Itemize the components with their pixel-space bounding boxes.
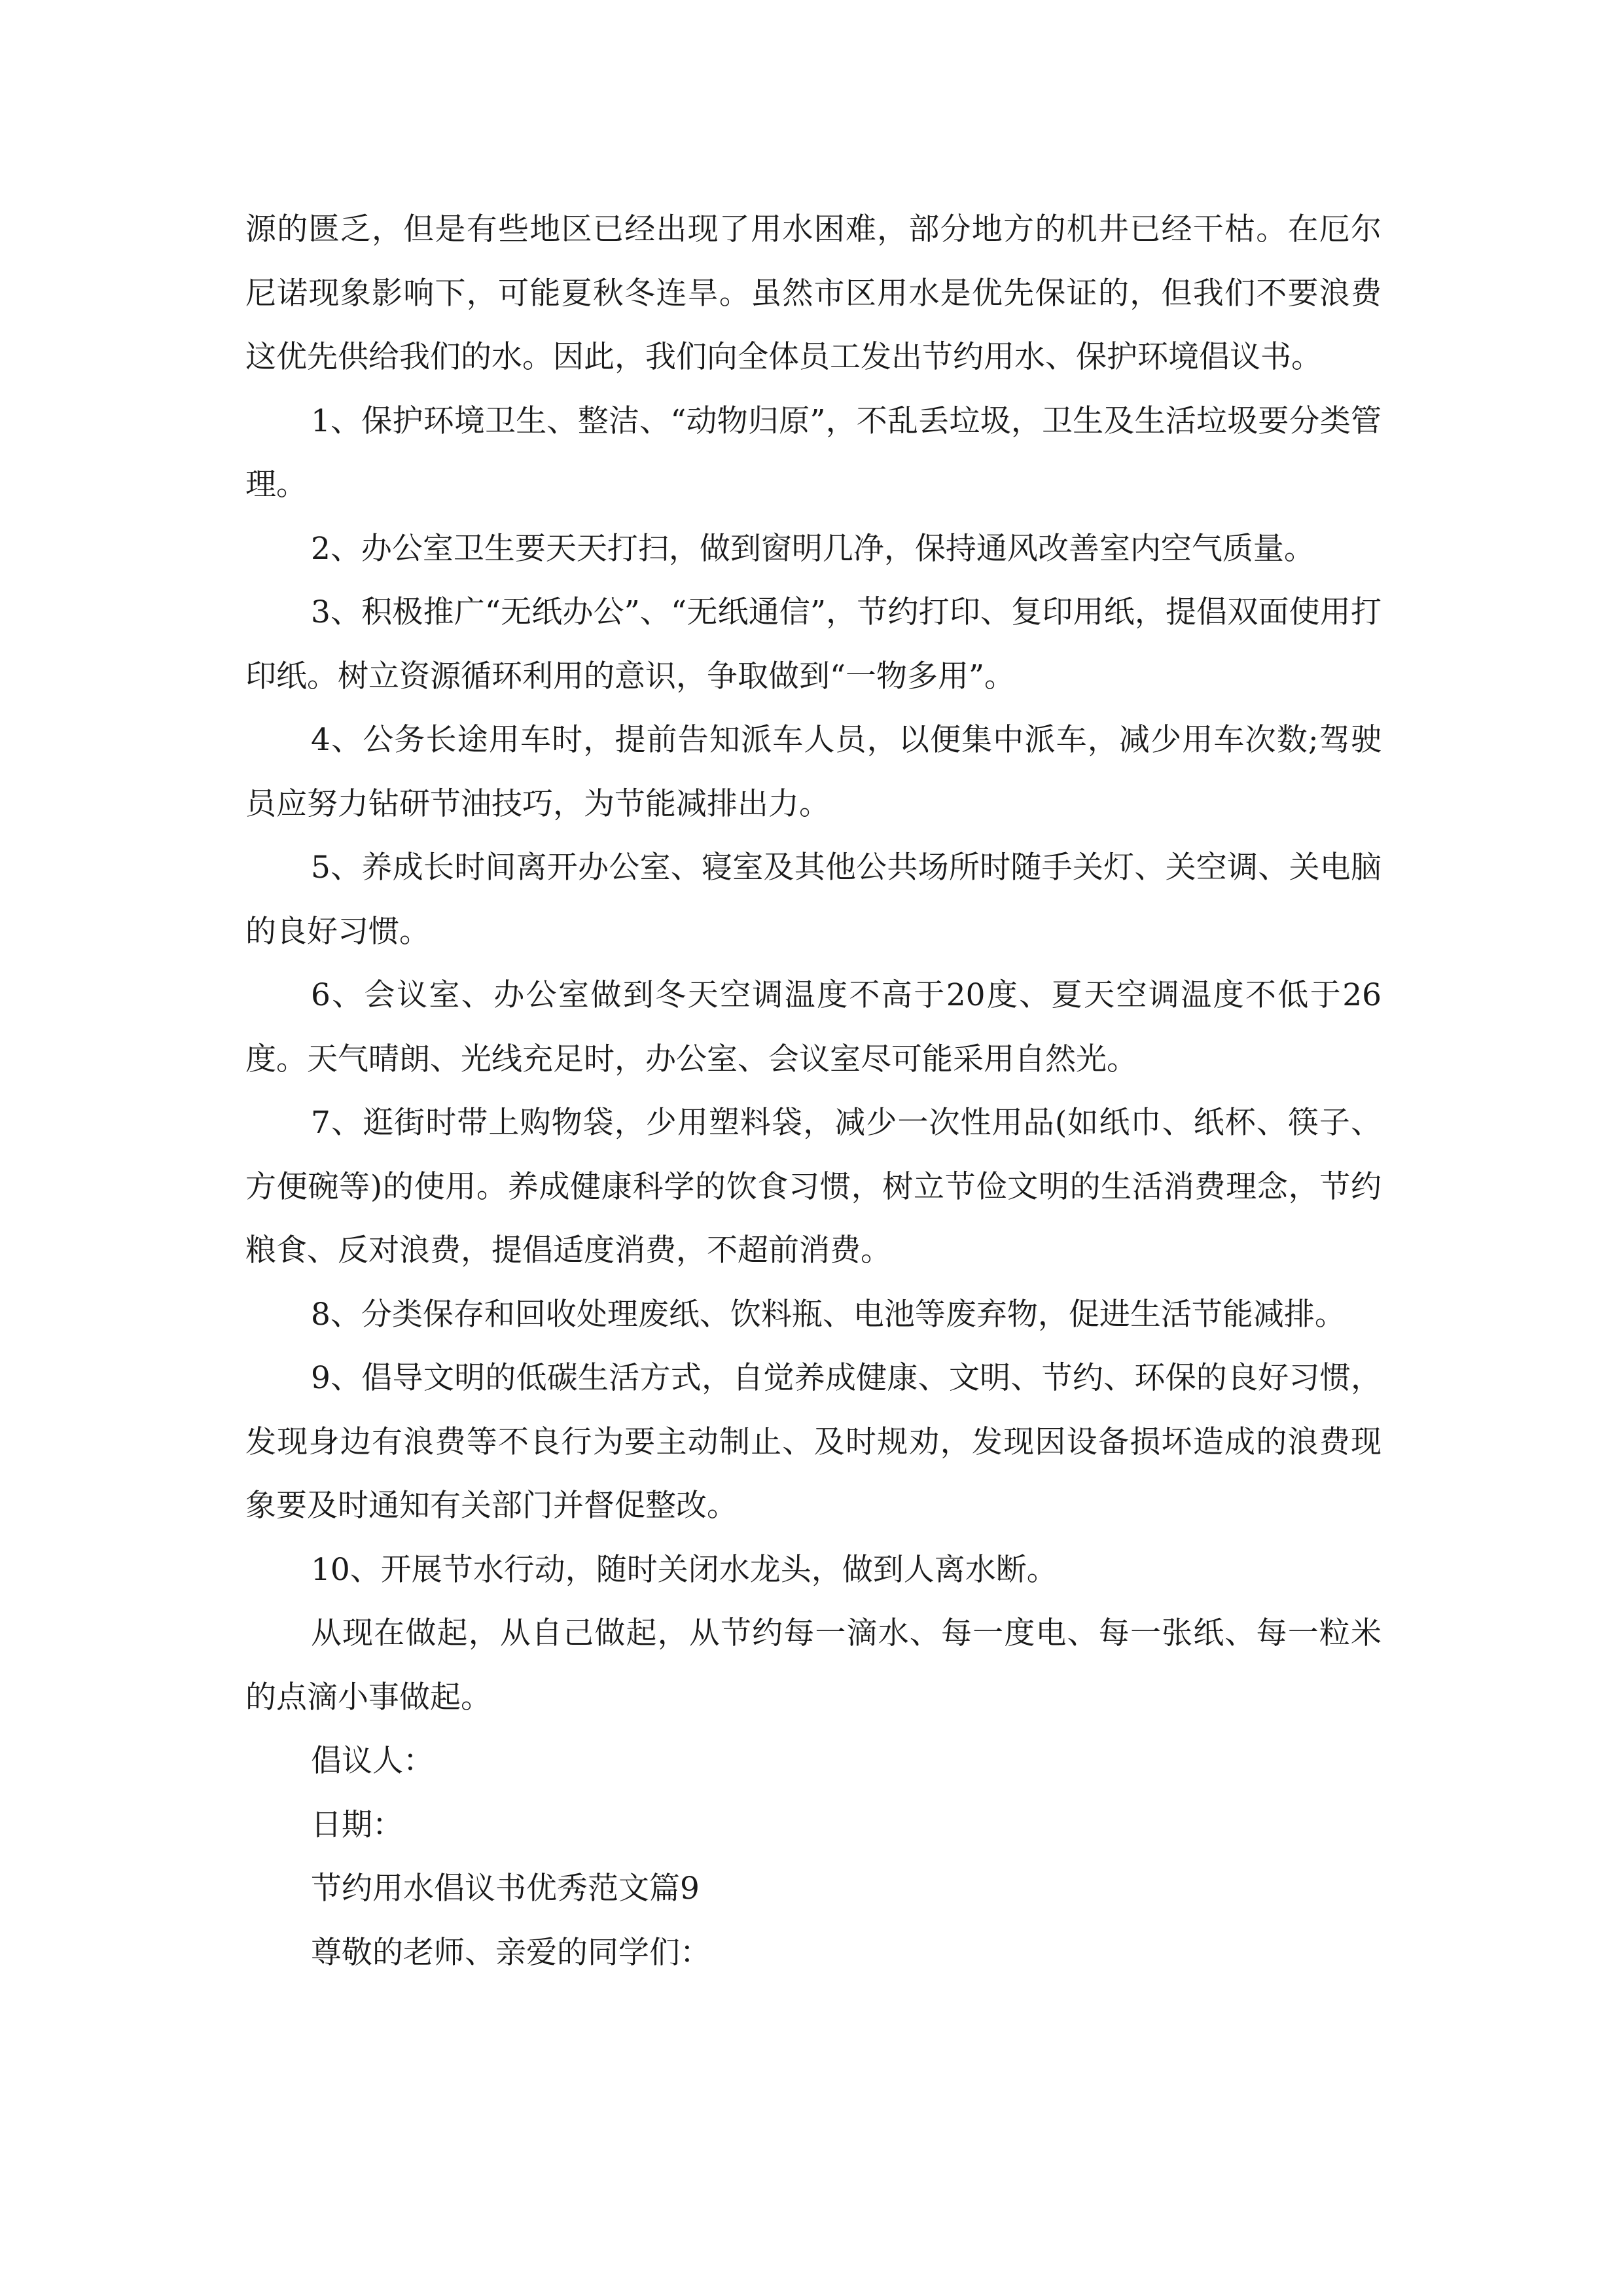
paragraph-closing: 从现在做起，从自己做起，从节约每一滴水、每一度电、每一张纸、每一粒米的点滴小事做起。 <box>245 1615 1382 1715</box>
paragraph-item-7: 7、逛街时带上购物袋，少用塑料袋，减少一次性用品(如纸巾、纸杯、筷子、方便碗等)的使用。养成健康科学的饮食习惯，树立节俭文明的生活消费理念，节约粮食、反对浪费，提倡适度消费，不超前消费。 <box>245 1105 1382 1268</box>
signature-date: 日期： <box>311 1806 403 1843</box>
paragraph-item-10: 10、开展节水行动，随时关闭水龙头，做到人离水断。 <box>311 1551 1058 1588</box>
document-body <box>245 198 1382 1984</box>
signature-proposer: 倡议人： <box>311 1743 434 1779</box>
paragraph-item-9: 9、倡导文明的低碳生活方式，自觉养成健康、文明、节约、环保的良好习惯，发现身边有浪费等不良行为要主动制止、及时规劝，发现因设备损坏造成的浪费现象要及时通知有关部门并督促整改。 <box>245 1360 1382 1524</box>
paragraph-item-5: 5、养成长时间离开办公室、寝室及其他公共场所时随手关灯、关空调、关电脑的良好习惯。 <box>245 850 1382 950</box>
paragraph-item-6: 6、会议室、办公室做到冬天空调温度不高于20度、夏天空调温度不低于26度。天气晴朗、光线充足时，办公室、会议室尽可能采用自然光。 <box>245 977 1382 1077</box>
paragraph-item-4: 4、公务长途用车时，提前告知派车人员，以便集中派车，减少用车次数;驾驶员应努力钻研节油技巧，为节能减排出力。 <box>245 722 1382 822</box>
paragraph-item-1: 1、保护环境卫生、整洁、“动物归原”，不乱丢垃圾，卫生及生活垃圾要分类管理。 <box>245 403 1382 503</box>
paragraph-intro-continuation: 源的匮乏，但是有些地区已经出现了用水困难，部分地方的机井已经干枯。在厄尔尼诺现象影响下，可能夏秋冬连旱。虽然市区用水是优先保证的，但我们不要浪费这优先供给我们的水。因此，我们向全体员工发出节约用水、保护环境倡议书。 <box>245 211 1382 375</box>
salutation: 尊敬的老师、亲爱的同学们： <box>311 1934 711 1971</box>
paragraph-item-8: 8、分类保存和回收处理废纸、饮料瓶、电池等废弃物，促进生活节能减排。 <box>311 1296 1346 1333</box>
section-title: 节约用水倡议书优秀范文篇9 <box>311 1871 700 1907</box>
paragraph-item-3: 3、积极推广“无纸办公”、“无纸通信”，节约打印、复印用纸，提倡双面使用打印纸。树立资源循环利用的意识，争取做到“一物多用”。 <box>245 594 1382 694</box>
paragraph-item-2: 2、办公室卫生要天天打扫，做到窗明几净，保持通风改善室内空气质量。 <box>311 530 1315 567</box>
